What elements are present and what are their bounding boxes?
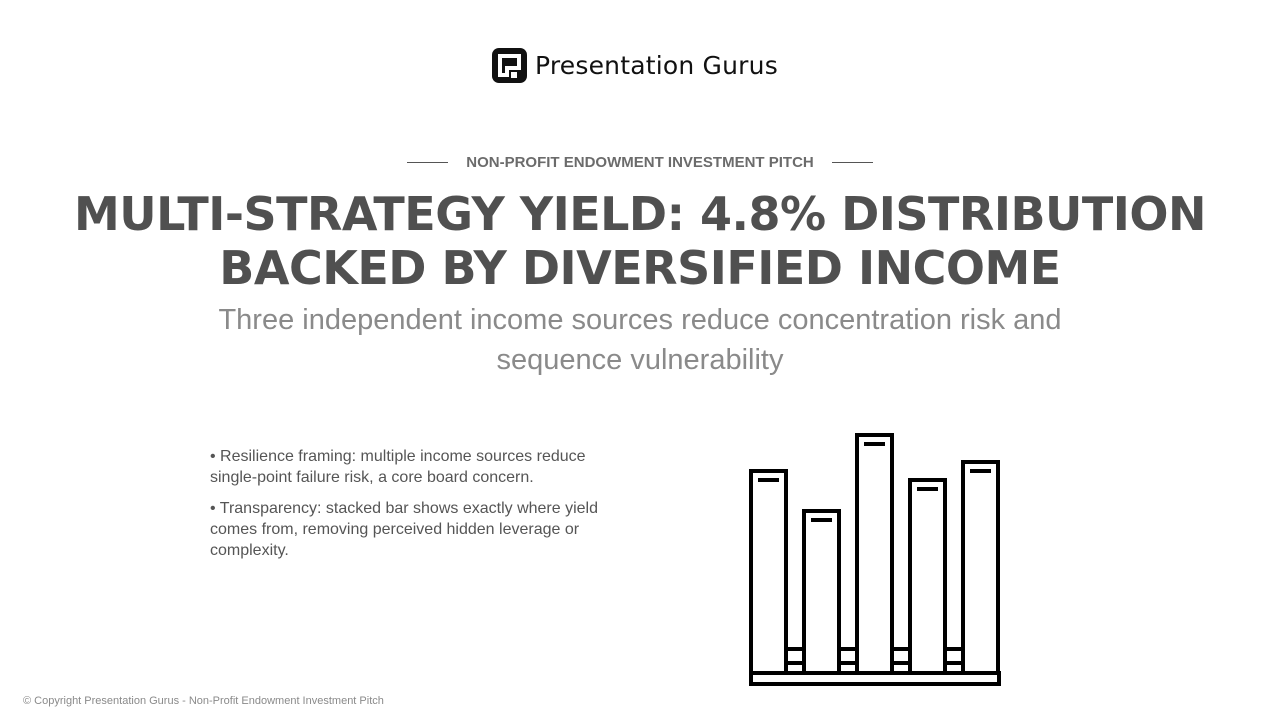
footer-copyright: © Copyright Presentation Gurus - Non-Profit Endowment Investment Pitch <box>23 695 384 707</box>
slide-subtitle: Three independent income sources reduce concentration risk and sequence vulnerability <box>218 304 1062 376</box>
brand-logo <box>492 47 778 84</box>
brand-name: Presentation Gurus <box>535 51 778 80</box>
eyebrow-divider-left <box>407 162 448 163</box>
slide-title: MULTI-STRATEGY YIELD: 4.8% DISTRIBUTION BACKED BY DIVERSIFIED INCOME <box>74 187 1206 295</box>
bullet-list <box>210 446 605 571</box>
presentation-gurus-logo-icon <box>492 48 527 83</box>
eyebrow-divider-right <box>832 162 873 163</box>
bar-chart-icon <box>744 430 1008 692</box>
bullet-item: • Resilience framing: multiple income sources reduce single-point failure risk, a core board concern. <box>210 448 586 486</box>
bullet-item: • Transparency: stacked bar shows exactly where yield comes from, removing perceived hidden leverage or complexity. <box>210 500 598 559</box>
eyebrow-row <box>0 152 1280 172</box>
slide-eyebrow: NON-PROFIT ENDOWMENT INVESTMENT PITCH <box>466 153 814 171</box>
